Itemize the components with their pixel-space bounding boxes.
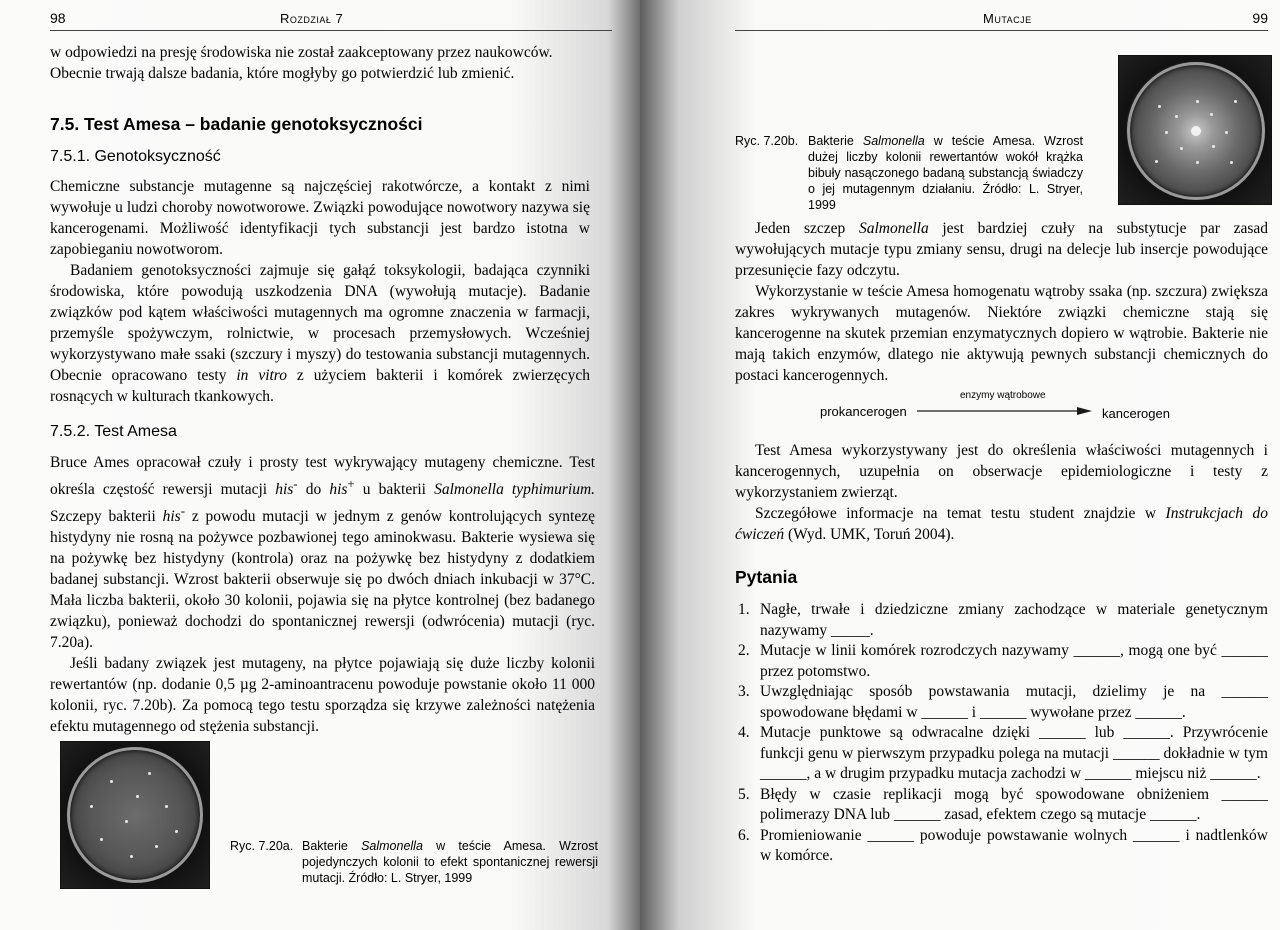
- questions-list: [738, 600, 1268, 867]
- left-running-head: [50, 8, 612, 31]
- question-text: Mutacje punktowe są odwracalne dzięki ______ lub ______. Przywrócenie funkcji genu w pierwszym przypadku polega na mutacji ______ dokładnie w tym ______, a w drugim przypadku mutacja zachodzi w ______ miejscu niż ______.: [760, 724, 1268, 782]
- figure-7-20b-text: [808, 133, 1083, 213]
- figure-7-20b-caption: [735, 133, 1105, 212]
- figure-7-20a-text: [302, 838, 598, 886]
- right-running-head: [735, 8, 1268, 31]
- filter-paper-disk: [1191, 126, 1201, 136]
- question-number: 4.: [738, 724, 750, 741]
- fig-b-text-part-2: w teście Amesa. Wzrost dużej liczby kolonii rewertantów wokół krążka bibuły nasączonego badaną substancją świadczy o jej mutagennym działaniu. Źródło: L. Stryer, 1999: [808, 134, 1083, 212]
- petri-dish-mutagen: [1127, 62, 1265, 200]
- ames-paragraph-1: [50, 452, 595, 653]
- left-page-number: 98: [50, 10, 66, 26]
- question-item: [738, 600, 1268, 641]
- fig-a-species: Salmonella: [361, 839, 423, 853]
- scheme-arrow-icon: [917, 404, 1092, 418]
- his-italic-3: his: [162, 508, 181, 526]
- right-p1-part-b: jest bardziej czuły na substytucje par zasad wywołujących mutacje typu zmiany sensu, drugi na delecje lub insercje powodujące przesunięcie fazy odczytu.: [735, 220, 1269, 279]
- ames-p1-part-b: do: [297, 481, 330, 499]
- species-italic: Salmonella typhimurium.: [434, 481, 596, 499]
- question-number: 2.: [738, 642, 750, 659]
- ames-p1-part-c: u bakterii: [354, 481, 435, 499]
- ames-p1-part-e: z powodu mutacji w jednym z genów kontrolujących syntezę histydyny nie rosną na pożywce pozbawionej tego aminokwasu. Bakterie wysiewa się na pożywkę bez histydyny (kontrola) oraz na pożywkę bez histydyny z dodatkiem badanej substancji. Wzrost bakterii obserwuje się po dwóch dniach inkubacji w 37°C. Mała liczba bakterii, około 30 kolonii, pojawia się na płytce kontrolnej (bez badanego związku), ponieważ dochodzi do spontanicznej rewersji (odwrócenia) mutacji (ryc. 7.20a).: [50, 508, 595, 652]
- genotoxicity-p2-part-a: Badaniem genotoksyczności zajmuje się gałąź toksykologii, badająca czynniki środowiska, które powodują uszkodzenia DNA (wywołują mutacje). Badanie związków pod kątem właściwości mutagennych ma ogromne znaczenia w farmacji, przemyśle spożywczym, rolnictwie, w procesach przemysłowych. Wcześniej wykorzystywano małe ssaki (szczury i myszy) do testowania substancji mutagennych. Obecnie opracowano testy: [50, 262, 590, 384]
- question-item: [738, 785, 1268, 826]
- genotoxicity-paragraph-1: Chemiczne substancje mutagenne są najczęściej rakotwórcze, a kontakt z nimi wywołuje u ludzi choroby nowotworowe. Związki powodujące nowotwory nazywa się kancerogenami. Możliwość identyfikacji tych substancji jest bardzo istotna w zapobieganiu nowotworom.: [50, 178, 590, 258]
- right-p4-part-a: Szczegółowe informacje na temat testu student znajdzie w: [755, 505, 1166, 522]
- question-number: 6.: [738, 826, 750, 844]
- sup-minus-2: -: [180, 503, 186, 519]
- question-item: [738, 682, 1268, 723]
- genotoxicity-p2-part-b: z użyciem bakterii i komórek zwierzęcych rosnących w kulturach tkankowych.: [50, 367, 590, 405]
- question-number: 3.: [738, 683, 750, 700]
- fig-b-species: Salmonella: [862, 134, 925, 148]
- intro-line-1: w odpowiedzi na presję środowiska nie został zaakceptowany przez naukowców.: [50, 44, 553, 61]
- question-text: Uwzględniając sposób powstawania mutacji, dzielimy je na ______ spowodowane błędami w ______ i ______ wywołane przez ______.: [760, 683, 1268, 721]
- figure-7-20b-label: Ryc. 7.20b.: [735, 134, 799, 148]
- right-p1-species: Salmonella: [858, 220, 929, 237]
- his-italic-1: his: [275, 481, 294, 499]
- section-heading: 7.5. Test Amesa – badanie genotoksyczności: [50, 114, 423, 134]
- fig-b-text-part-1: Bakterie: [808, 134, 863, 148]
- ames-p1-part-d: Szczepy bakterii: [50, 508, 163, 526]
- figure-7-20a-label: Ryc. 7.20a.: [230, 839, 294, 853]
- question-number: 1.: [738, 601, 750, 618]
- fig-a-text-part-1: Bakterie: [302, 839, 362, 853]
- left-running-title: Rozdział 7: [280, 11, 344, 26]
- his-italic-2: his: [329, 481, 348, 499]
- figure-7-20b-photo: [1118, 55, 1272, 205]
- genotoxicity-text: [50, 176, 590, 407]
- right-paragraph-3: Test Amesa wykorzystywany jest do określenia właściwości mutagennych i kancerogennych, uzupełnia on obserwacje epidemiologiczne i testy z wykorzystaniem zwierząt.: [735, 442, 1268, 501]
- genotoxicity-paragraph-2: [50, 260, 590, 407]
- question-item: [738, 723, 1268, 785]
- question-text: Mutacje w linii komórek rozrodczych nazywamy ______, mogą one być ______ przez potomstwo.: [760, 642, 1268, 680]
- scheme-enzyme-label: enzymy wątrobowe: [960, 390, 1046, 401]
- question-text: Nagłe, trwałe i dziedziczne zmiany zachodzące w materiale genetycznym nazywamy _____.: [760, 601, 1268, 639]
- question-text: Błędy w czasie replikacji mogą być spowodowane obniżeniem ______ polimerazy DNA lub ______ zasad, efektem czego są mutacje ______.: [760, 785, 1268, 823]
- question-item: [738, 641, 1268, 682]
- subsection-heading-ames-test: 7.5.2. Test Amesa: [50, 423, 177, 440]
- right-paragraph-2: Wykorzystanie w teście Amesa homogenatu wątroby ssaka (np. szczura) zwiększa zakres wykrywanych mutagenów. Niektóre związki chemiczne stają się kancerogenne na skutek przemian enzymatycznych dopiero w wątrobie. Bakterie nie mają takich enzymów, dlatego nie aktywują pewnych substancji chemicznych do postaci kancerogennych.: [735, 283, 1268, 384]
- right-p4-italic: Instrukcjach do ćwiczeń: [735, 505, 1268, 543]
- scheme-from: prokancerogen: [820, 404, 907, 419]
- left-intro: [50, 42, 612, 84]
- ames-p1-part-a: Bruce Ames opracował czuły i prosty test wykrywający mutageny chemiczne. Test określa częstość rewersji mutacji: [50, 454, 595, 499]
- right-paragraph-1: [735, 218, 1268, 281]
- ames-test-text: [50, 452, 595, 737]
- right-text-bottom: [735, 440, 1268, 545]
- sup-minus-1: -: [293, 476, 298, 491]
- question-text: Promieniowanie ______ powoduje powstawanie wolnych ______ i nadtlenków w komórce.: [760, 826, 1268, 864]
- fig-a-text-part-2: w teście Amesa. Wzrost pojedynczych kolonii to efekt spontanicznej rewersji mutacji. Źródło: L. Stryer, 1999: [302, 839, 598, 885]
- scheme-to: kancerogen: [1102, 406, 1170, 421]
- petri-dish-control: [67, 747, 203, 883]
- right-paragraph-4: [735, 503, 1268, 545]
- sup-plus: +: [347, 476, 355, 491]
- in-vitro-italic: in vitro: [236, 367, 288, 384]
- right-text-top: [735, 218, 1268, 386]
- subsection-heading-genotoxicity: 7.5.1. Genotoksyczność: [50, 148, 221, 165]
- right-p4-part-b: (Wyd. UMK, Toruń 2004).: [784, 526, 955, 543]
- figure-7-20a-caption: [230, 838, 600, 888]
- question-number: 5.: [738, 785, 750, 803]
- activation-scheme: [820, 390, 1180, 426]
- figure-7-20a-photo: [60, 741, 210, 889]
- intro-line-2: Obecnie trwają dalsze badania, które mogłyby go potwierdzić lub zmienić.: [50, 65, 515, 82]
- questions-block: [738, 600, 1268, 867]
- questions-heading: Pytania: [735, 567, 798, 587]
- question-item: [738, 826, 1268, 867]
- ames-paragraph-2: Jeśli badany związek jest mutageny, na płytce pojawiają się duże liczby kolonii rewertantów (np. dodanie 0,5 µg 2-aminoantracenu powoduje powstanie około 11 000 kolonii, ryc. 7.20b). Za pomocą tego testu sporządza się krzywe zależności natężenia efektu mutagennego od stężenia substancji.: [50, 655, 595, 736]
- right-page-number: 99: [1252, 10, 1268, 26]
- right-running-title: Mutacje: [983, 11, 1032, 26]
- right-p1-part-a: Jeden szczep: [755, 220, 859, 237]
